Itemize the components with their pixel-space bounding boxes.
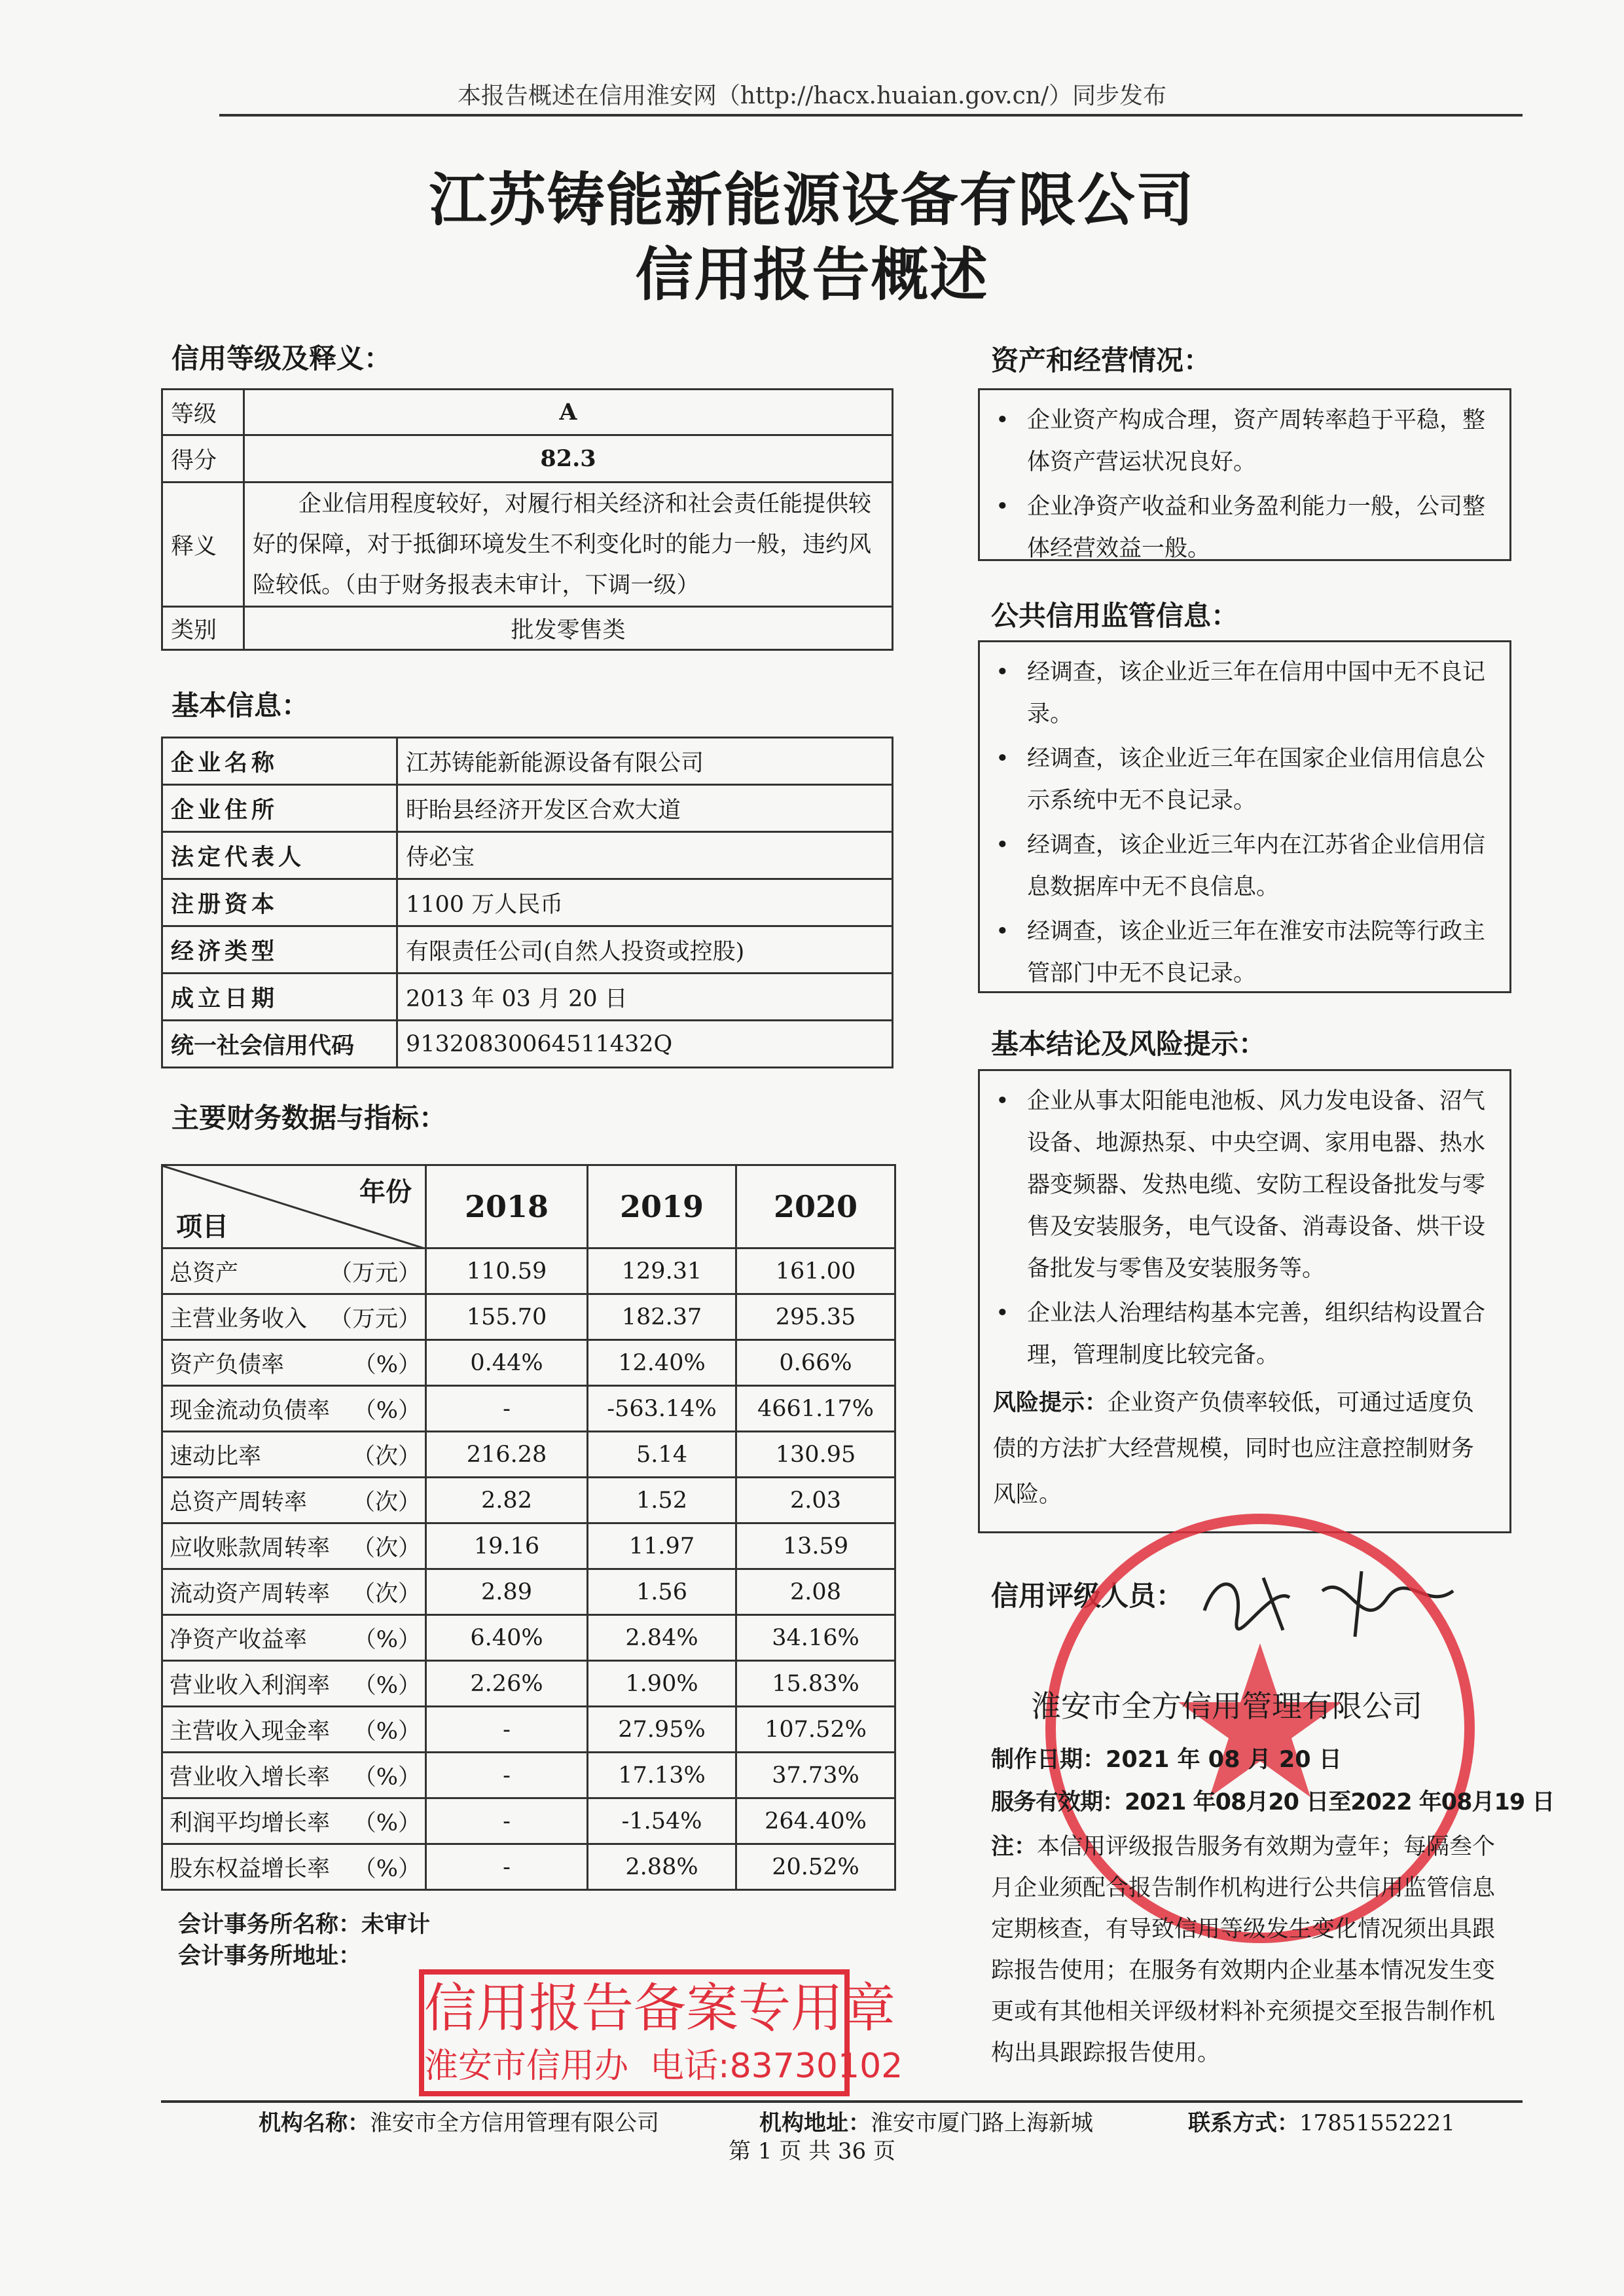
financial-value: - — [426, 1386, 588, 1432]
rating-table — [161, 388, 893, 651]
financial-item-row — [170, 1667, 421, 1700]
footer-contact — [1188, 2105, 1455, 2137]
financial-row — [162, 1294, 895, 1340]
corner-item: 项目 — [176, 1212, 228, 1242]
basic-label: 法定代表人 — [162, 832, 397, 879]
item-name: 利润平均增长率 — [170, 1810, 331, 1836]
item-name: 主营业务收入 — [170, 1305, 308, 1332]
financial-item — [162, 1340, 426, 1386]
filing-seal — [419, 1969, 903, 2096]
financial-item — [162, 1478, 426, 1523]
financial-item — [162, 1615, 426, 1661]
financial-value: 0.66% — [736, 1340, 895, 1386]
valid-period-value: 2021 年08月20 日至2022 年08月19 日 — [1125, 1789, 1555, 1815]
item-unit: （%） — [353, 1626, 421, 1653]
financial-value: 15.83% — [736, 1661, 895, 1707]
financial-value: 1.52 — [588, 1478, 736, 1523]
financial-heading: 主要财务数据与指标： — [171, 1102, 447, 1134]
item-unit: （次） — [352, 1489, 421, 1516]
conclusion-box — [978, 1069, 1511, 1533]
accounting-name-value: 未审计 — [361, 1912, 431, 1938]
basic-value: 有限责任公司(自然人投资或控股) — [397, 926, 893, 974]
financial-item-row — [170, 1576, 421, 1609]
footer-address — [759, 2105, 1093, 2137]
basic-label: 统一社会信用代码 — [162, 1021, 397, 1068]
item-unit: （%） — [353, 1672, 421, 1699]
financial-value: 2.26% — [426, 1661, 588, 1707]
financial-row — [162, 1753, 895, 1798]
financial-value: 2.88% — [588, 1844, 736, 1890]
financial-value: 13.59 — [736, 1523, 895, 1569]
item-unit: （万元） — [329, 1260, 421, 1286]
financial-item-row — [170, 1393, 421, 1425]
financial-item — [162, 1569, 426, 1615]
rating-score: 82.3 — [244, 435, 893, 483]
financial-item-row — [170, 1347, 421, 1379]
item-name: 总资产 — [170, 1260, 239, 1286]
public-credit-heading: 公共信用监管信息： — [991, 600, 1239, 632]
corner-cell — [162, 1165, 426, 1248]
assets-heading: 资产和经营情况： — [991, 344, 1212, 376]
financial-value: 182.37 — [588, 1294, 736, 1340]
item-name: 流动资产周转率 — [170, 1580, 331, 1607]
rater-label: 信用评级人员： — [991, 1580, 1184, 1612]
accounting-name — [178, 1906, 430, 1939]
item-name: 营业收入增长率 — [170, 1764, 331, 1791]
financial-value: 5.14 — [588, 1432, 736, 1478]
financial-row — [162, 1615, 895, 1661]
page-number: 第 1 页 共 36 页 — [729, 2138, 895, 2164]
score-label: 得分 — [162, 435, 244, 483]
rating-meaning: 企业信用程度较好，对履行相关经济和社会责任能提供较好的保障，对于抵御环境发生不利变化时的能力一般，违约风险较低。（由于财务报表未审计，下调一级） — [244, 483, 893, 607]
basic-label: 企业名称 — [162, 738, 397, 785]
financial-row — [162, 1707, 895, 1753]
footer-contact-value: 17851552221 — [1299, 2110, 1455, 2136]
financial-value: 2.89 — [426, 1569, 588, 1615]
public-item: • 经调查，该企业近三年内在江苏省企业信用信息数据库中无不良信息。 — [993, 824, 1496, 908]
item-unit: （次） — [352, 1535, 421, 1561]
item-unit: （%） — [353, 1351, 421, 1378]
financial-row — [162, 1523, 895, 1569]
financial-value: 6.40% — [426, 1615, 588, 1661]
assets-box — [978, 388, 1511, 561]
financial-item — [162, 1844, 426, 1890]
conclusion-item: • 企业法人治理结构基本完善，组织结构设置合理，管理制度比较完备。 — [993, 1292, 1496, 1376]
rating-category: 批发零售类 — [244, 607, 893, 650]
financial-table — [161, 1164, 896, 1891]
company-title: 江苏铸能新能源设备有限公司 — [429, 166, 1195, 234]
footer-org-label: 机构名称： — [259, 2110, 370, 2136]
item-name: 总资产周转率 — [170, 1489, 308, 1516]
financial-value: 2.84% — [588, 1615, 736, 1661]
financial-item — [162, 1661, 426, 1707]
basic-label: 成立日期 — [162, 974, 397, 1021]
filing-seal-phone: 淮安市信用办 电话:83730102 — [424, 2047, 903, 2086]
valid-period — [991, 1784, 1554, 1817]
conclusion-item: • 企业从事太阳能电池板、风力发电设备、沼气设备、地源热泵、中央空调、家用电器、热水器变频器、发热电缆、安防工程设备批发与零售及安装服务，电气设备、消毒设备、烘干设备批发与零售及安装服务等。 — [993, 1080, 1496, 1290]
basic-label: 企业住所 — [162, 785, 397, 832]
valid-period-label: 服务有效期： — [991, 1789, 1125, 1815]
financial-item — [162, 1294, 426, 1340]
financial-row — [162, 1432, 895, 1478]
financial-value: 11.97 — [588, 1523, 736, 1569]
financial-row — [162, 1844, 895, 1890]
item-unit: （次） — [352, 1580, 421, 1607]
financial-value: - — [426, 1844, 588, 1890]
financial-item-row — [170, 1301, 421, 1334]
item-name: 应收账款周转率 — [170, 1535, 331, 1561]
financial-value: - — [426, 1753, 588, 1798]
financial-value: 107.52% — [736, 1707, 895, 1753]
financial-value: 1.90% — [588, 1661, 736, 1707]
risk-tip — [993, 1380, 1496, 1518]
financial-item-row — [170, 1851, 421, 1884]
footer-org-value: 淮安市全方信用管理有限公司 — [370, 2110, 659, 2136]
financial-value: 295.35 — [736, 1294, 895, 1340]
financial-item-row — [170, 1255, 421, 1288]
basic-info-table — [161, 737, 893, 1068]
financial-item — [162, 1798, 426, 1844]
footer-org — [259, 2105, 659, 2137]
basic-label: 经济类型 — [162, 926, 397, 974]
financial-item — [162, 1386, 426, 1432]
note — [991, 1827, 1515, 2074]
financial-value: 19.16 — [426, 1523, 588, 1569]
financial-value: 216.28 — [426, 1432, 588, 1478]
financial-item — [162, 1248, 426, 1294]
financial-value: 1.56 — [588, 1569, 736, 1615]
accounting-address-label: 会计事务所地址： — [178, 1943, 362, 1969]
financial-value: 2.82 — [426, 1478, 588, 1523]
basic-label: 注册资本 — [162, 879, 397, 926]
financial-value: - — [426, 1707, 588, 1753]
financial-row — [162, 1798, 895, 1844]
item-name: 股东权益增长率 — [170, 1855, 331, 1882]
risk-label: 风险提示： — [993, 1390, 1108, 1416]
financial-item — [162, 1753, 426, 1798]
note-text: 本信用评级报告服务有效期为壹年；每隔叁个月企业须配合报告制作机构进行公共信用监管信息定期核查，有导致信用等级发生变化情况须出具跟踪报告使用；在服务有效期内企业基本情况发生变更或有其他相关评级材料补充须提交至报告制作机构出具跟踪报告使用。 — [991, 1834, 1496, 2066]
assets-item: • 企业净资产收益和业务盈利能力一般，公司整体经营效益一般。 — [993, 486, 1496, 570]
financial-row — [162, 1661, 895, 1707]
public-item: • 经调查，该企业近三年在国家企业信用信息公示系统中无不良记录。 — [993, 738, 1496, 822]
made-date — [991, 1741, 1342, 1774]
financial-value: 4661.17% — [736, 1386, 895, 1432]
financial-value: 27.95% — [588, 1707, 736, 1753]
financial-value: - — [426, 1798, 588, 1844]
made-date-label: 制作日期： — [991, 1747, 1106, 1773]
item-unit: （%） — [353, 1764, 421, 1791]
financial-value: 129.31 — [588, 1248, 736, 1294]
item-name: 营业收入利润率 — [170, 1672, 331, 1699]
basic-value: 1100 万人民币 — [397, 879, 893, 926]
report-title: 信用报告概述 — [635, 241, 989, 308]
rating-heading: 信用等级及释义： — [171, 342, 392, 374]
financial-item-row — [170, 1484, 421, 1517]
financial-row — [162, 1478, 895, 1523]
risk-text: 企业资产负债率较低，可通过适度负债的方法扩大经营规模，同时也应注意控制财务风险。 — [993, 1390, 1475, 1508]
financial-value: 34.16% — [736, 1615, 895, 1661]
rating-company: 淮安市全方信用管理有限公司 — [1031, 1688, 1422, 1724]
basic-value: 江苏铸能新能源设备有限公司 — [397, 738, 893, 785]
financial-value: 130.95 — [736, 1432, 895, 1478]
financial-item-row — [170, 1438, 421, 1471]
financial-value: 20.52% — [736, 1844, 895, 1890]
meaning-label: 释义 — [162, 483, 244, 607]
financial-item-row — [170, 1805, 421, 1838]
financial-value: 2.03 — [736, 1478, 895, 1523]
item-unit: （%） — [353, 1810, 421, 1836]
public-item: • 经调查，该企业近三年在信用中国中无不良记录。 — [993, 651, 1496, 735]
basic-value: 侍必宝 — [397, 832, 893, 879]
footer-divider — [161, 2100, 1523, 2103]
financial-value: 0.44% — [426, 1340, 588, 1386]
header-divider — [219, 114, 1523, 117]
item-name: 资产负债率 — [170, 1351, 285, 1378]
financial-value: -1.54% — [588, 1798, 736, 1844]
financial-item — [162, 1707, 426, 1753]
assets-item: • 企业资产构成合理，资产周转率趋于平稳，整体资产营运状况良好。 — [993, 399, 1496, 483]
year-header: 2020 — [736, 1165, 895, 1248]
corner-year: 年份 — [359, 1177, 412, 1207]
financial-value: 161.00 — [736, 1248, 895, 1294]
financial-item-row — [170, 1759, 421, 1792]
financial-value: -563.14% — [588, 1386, 736, 1432]
financial-value: 12.40% — [588, 1340, 736, 1386]
rating-grade: A — [244, 390, 893, 435]
category-label: 类别 — [162, 607, 244, 650]
financial-row — [162, 1569, 895, 1615]
item-name: 主营收入现金率 — [170, 1718, 331, 1745]
made-date-value: 2021 年 08 月 20 日 — [1106, 1747, 1342, 1773]
financial-value: 17.13% — [588, 1753, 736, 1798]
financial-value: 2.08 — [736, 1569, 895, 1615]
financial-row — [162, 1386, 895, 1432]
footer-address-value: 淮安市厦门路上海新城 — [871, 2110, 1093, 2136]
rating-label: 等级 — [162, 390, 244, 435]
item-unit: （%） — [353, 1397, 421, 1424]
financial-value: 110.59 — [426, 1248, 588, 1294]
item-unit: （万元） — [329, 1305, 421, 1332]
basic-value: 91320830064511432Q — [397, 1021, 893, 1068]
financial-item-row — [170, 1713, 421, 1746]
financial-value: 155.70 — [426, 1294, 588, 1340]
note-label: 注： — [991, 1834, 1038, 1860]
footer-contact-label: 联系方式： — [1188, 2110, 1299, 2136]
conclusion-heading: 基本结论及风险提示： — [991, 1028, 1267, 1060]
item-name: 速动比率 — [170, 1443, 262, 1470]
filing-seal-title: 信用报告备案专用章 — [424, 1978, 895, 2039]
year-header: 2018 — [426, 1165, 588, 1248]
basic-info-heading: 基本信息： — [171, 689, 310, 721]
financial-row — [162, 1248, 895, 1294]
public-credit-box — [978, 640, 1511, 993]
public-item: • 经调查，该企业近三年在淮安市法院等行政主管部门中无不良记录。 — [993, 911, 1496, 994]
item-unit: （%） — [353, 1855, 421, 1882]
footer-address-label: 机构地址： — [759, 2110, 871, 2136]
header-notice: 本报告概述在信用淮安网（http://hacx.huaian.gov.cn/）同步发布 — [457, 82, 1167, 109]
financial-value: 264.40% — [736, 1798, 895, 1844]
financial-item — [162, 1523, 426, 1569]
financial-item-row — [170, 1622, 421, 1654]
basic-value: 2013 年 03 月 20 日 — [397, 974, 893, 1021]
accounting-name-label: 会计事务所名称： — [178, 1912, 362, 1938]
financial-row — [162, 1340, 895, 1386]
financial-item-row — [170, 1530, 421, 1563]
year-header: 2019 — [588, 1165, 736, 1248]
item-name: 现金流动负债率 — [170, 1397, 331, 1424]
financial-value: 37.73% — [736, 1753, 895, 1798]
item-unit: （%） — [353, 1718, 421, 1745]
financial-item — [162, 1432, 426, 1478]
basic-value: 盱眙县经济开发区合欢大道 — [397, 785, 893, 832]
item-name: 净资产收益率 — [170, 1626, 308, 1653]
item-unit: （次） — [352, 1443, 421, 1470]
